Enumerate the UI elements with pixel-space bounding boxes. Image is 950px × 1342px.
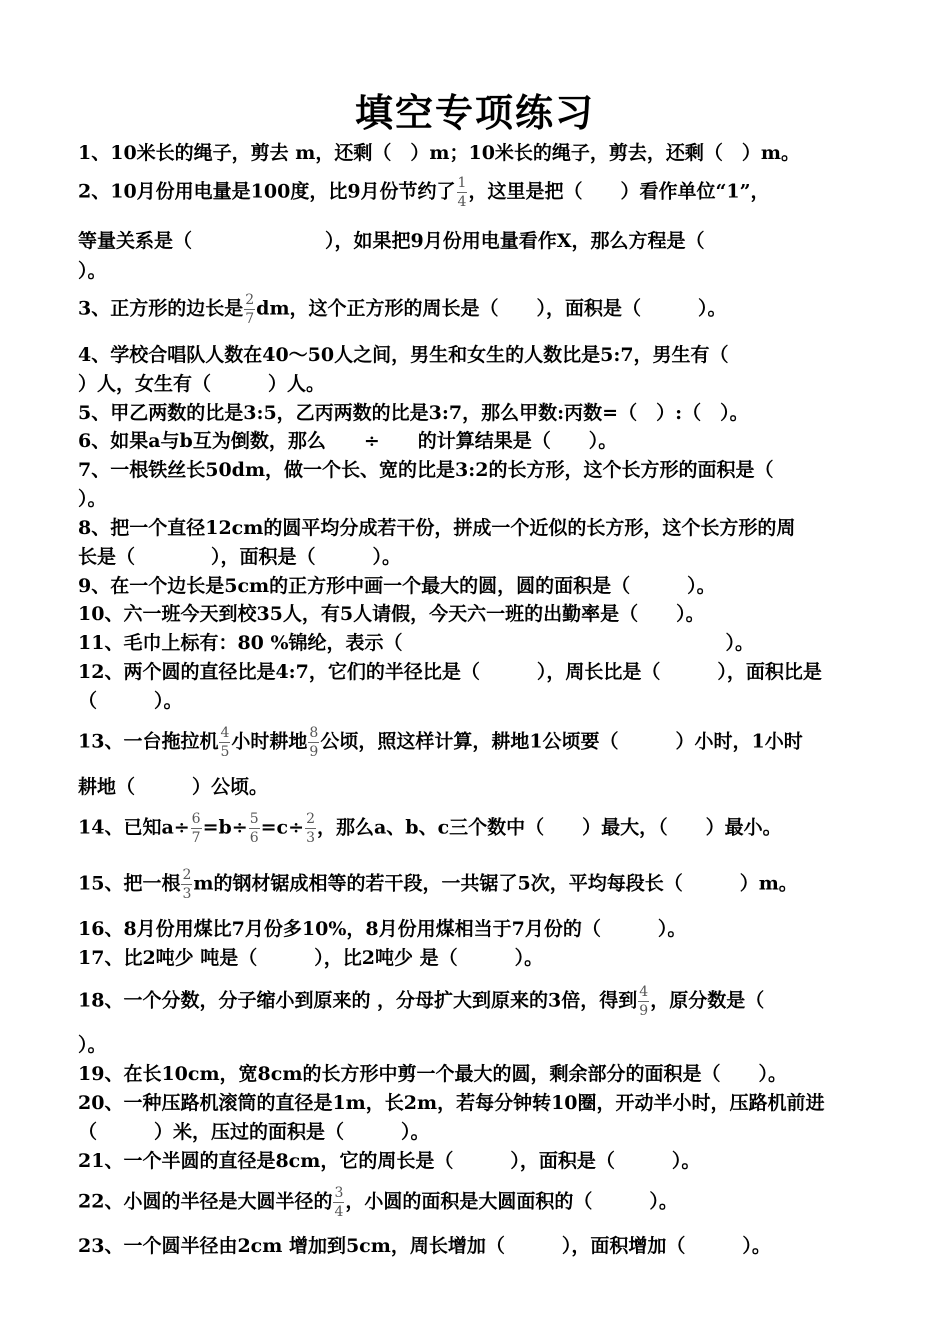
fraction-numerator: 8 xyxy=(309,725,319,741)
question-17: 17、比2吨少 吨是（ ），比2吨少 是（ ）。 xyxy=(78,947,544,969)
fraction-denominator: 7 xyxy=(245,311,255,327)
question-14-text-c: =c÷ xyxy=(260,816,305,839)
fraction-denominator: 5 xyxy=(220,744,230,760)
fraction-4-9 xyxy=(638,985,649,1018)
question-13-text-c: 公顷，照这样计算，耕地1公顷要（ ）小时，1小时 xyxy=(320,730,803,753)
question-18-text-b: ，原分数是（ xyxy=(650,989,765,1012)
question-3-text-a: 3、正方形的边长是 xyxy=(78,297,244,320)
fraction-numerator: 2 xyxy=(245,292,255,308)
question-16: 16、8月份用煤比7月份多10%，8月份用煤相当于7月份的（ ）。 xyxy=(78,918,687,940)
question-13-text-b: 小时耕地 xyxy=(231,730,308,753)
fraction-2-3 xyxy=(181,868,192,901)
fraction-5-6 xyxy=(249,812,260,845)
question-14 xyxy=(78,812,878,845)
question-5: 5、甲乙两数的比是3:5，乙丙两数的比是3:7，那么甲数:丙数=（ ）:（ ）。 xyxy=(78,402,749,424)
fraction-numerator: 2 xyxy=(306,811,315,827)
fraction-denominator: 9 xyxy=(309,744,319,760)
question-19: 19、在长10cm，宽8cm的长方形中剪一个最大的圆，剩余部分的面积是（ ）。 xyxy=(78,1063,787,1085)
fraction-bar xyxy=(219,742,230,743)
fraction-denominator: 7 xyxy=(191,830,201,846)
page-title: 填空专项练习 xyxy=(354,90,595,135)
fraction-1-4 xyxy=(457,176,468,209)
question-8-line-2: 长是（ ），面积是（ ）。 xyxy=(78,546,402,568)
fraction-2-7 xyxy=(244,293,255,326)
fraction-denominator: 6 xyxy=(249,830,259,846)
question-8-line-1: 8、把一个直径12cm的圆平均分成若干份，拼成一个近似的长方形，这个长方形的周 xyxy=(78,517,796,539)
question-22-text-b: ，小圆的面积是大圆面积的（ ）。 xyxy=(345,1190,678,1213)
fraction-denominator: 4 xyxy=(457,194,467,210)
fraction-denominator: 3 xyxy=(182,886,192,902)
fraction-8-9 xyxy=(308,726,319,759)
question-15-text-a: 15、把一根 xyxy=(78,872,181,895)
fraction-3-4 xyxy=(333,1186,344,1219)
question-21: 21、一个半圆的直径是8cm，它的周长是（ ），面积是（ ）。 xyxy=(78,1150,701,1172)
fraction-bar xyxy=(457,192,468,193)
fraction-6-7 xyxy=(191,812,202,845)
question-13-line-2: 耕地（ ）公顷。 xyxy=(78,776,269,798)
question-18-line-1 xyxy=(78,985,878,1018)
question-3-text-b: dm，这个正方形的周长是（ ），面积是（ ）。 xyxy=(256,297,727,320)
fraction-numerator: 5 xyxy=(249,811,259,827)
fraction-bar xyxy=(181,884,192,885)
question-12-line-1: 12、两个圆的直径比是4:7，它们的半径比是（ ），周长比是（ ），面积比是 xyxy=(78,661,822,683)
question-22-text-a: 22、小圆的半径是大圆半径的 xyxy=(78,1190,333,1213)
question-2-text-b: ，这里是把（ ）看作单位“1”， xyxy=(468,180,770,203)
fraction-numerator: 6 xyxy=(191,811,201,827)
question-3 xyxy=(78,293,878,326)
fraction-bar xyxy=(638,1001,649,1002)
fraction-bar xyxy=(244,309,255,310)
question-15 xyxy=(78,868,878,901)
question-13-line-1 xyxy=(78,726,878,759)
question-13-text-a: 13、一台拖拉机 xyxy=(78,730,219,753)
question-14-text-d: ，那么a、b、c三个数中（ ）最大，（ ）最小。 xyxy=(316,816,782,839)
fraction-numerator: 4 xyxy=(220,725,230,741)
question-23: 23、一个圆半径由2cm 增加到5cm，周长增加（ ），面积增加（ ）。 xyxy=(78,1235,771,1257)
fraction-numerator: 2 xyxy=(182,867,192,883)
question-15-text-b: m的钢材锯成相等的若干段，一共锯了5次，平均每段长（ ）m。 xyxy=(193,872,798,895)
fraction-numerator: 3 xyxy=(334,1185,344,1201)
question-20-line-1: 20、一种压路机滚筒的直径是1m，长2m，若每分钟转10圈，开动半小时，压路机前进 xyxy=(78,1092,825,1114)
fraction-bar xyxy=(308,742,319,743)
question-10: 10、六一班今天到校35人，有5人请假，今天六一班的出勤率是（ ）。 xyxy=(78,603,705,625)
question-9: 9、在一个边长是5cm的正方形中画一个最大的圆，圆的面积是（ ）。 xyxy=(78,575,716,597)
question-1: 1、10米长的绳子，剪去 m，还剩（ ）m；10米长的绳子，剪去，还剩（ ）m。 xyxy=(78,142,801,164)
fraction-denominator: 3 xyxy=(306,830,315,846)
fraction-2-3 xyxy=(305,812,316,845)
question-4-line-2: ）人，女生有（ ）人。 xyxy=(78,373,326,395)
question-2-line-3: ）。 xyxy=(78,260,107,282)
fraction-bar xyxy=(191,828,202,829)
fraction-bar xyxy=(305,828,316,829)
fraction-numerator: 1 xyxy=(457,175,467,191)
question-18-line-2: ）。 xyxy=(78,1034,107,1056)
question-14-text-b: =b÷ xyxy=(202,816,248,839)
fraction-bar xyxy=(333,1202,344,1203)
question-7-line-2: ）。 xyxy=(78,488,107,510)
fraction-bar xyxy=(249,828,260,829)
question-4-line-1: 4、学校合唱队人数在40～50人之间，男生和女生的人数比是5:7，男生有（ xyxy=(78,344,729,366)
question-2-line-1 xyxy=(78,176,878,209)
question-18-text-a: 18、一个分数，分子缩小到原来的 ，分母扩大到原来的3倍，得到 xyxy=(78,989,638,1012)
question-14-text-a: 14、已知a÷ xyxy=(78,816,190,839)
fraction-denominator: 9 xyxy=(639,1003,649,1019)
question-2-line-2: 等量关系是（ ），如果把9月份用电量看作X，那么方程是（ xyxy=(78,230,705,252)
question-2-text-a: 2、10月份用电量是100度，比9月份节约了 xyxy=(78,180,456,203)
fraction-denominator: 4 xyxy=(334,1204,344,1220)
fraction-4-5 xyxy=(219,726,230,759)
question-7-line-1: 7、一根铁丝长50dm，做一个长、宽的比是3:2的长方形，这个长方形的面积是（ xyxy=(78,459,774,481)
question-20-line-2: （ ）米，压过的面积是（ ）。 xyxy=(78,1121,430,1143)
question-6: 6、如果a与b互为倒数，那么 ÷ 的计算结果是（ ）。 xyxy=(78,430,618,452)
question-12-line-2: （ ）。 xyxy=(78,690,183,712)
question-11: 11、毛巾上标有：80 %锦纶，表示（ ）。 xyxy=(78,632,755,654)
question-22 xyxy=(78,1186,878,1219)
fraction-numerator: 4 xyxy=(639,984,649,1000)
